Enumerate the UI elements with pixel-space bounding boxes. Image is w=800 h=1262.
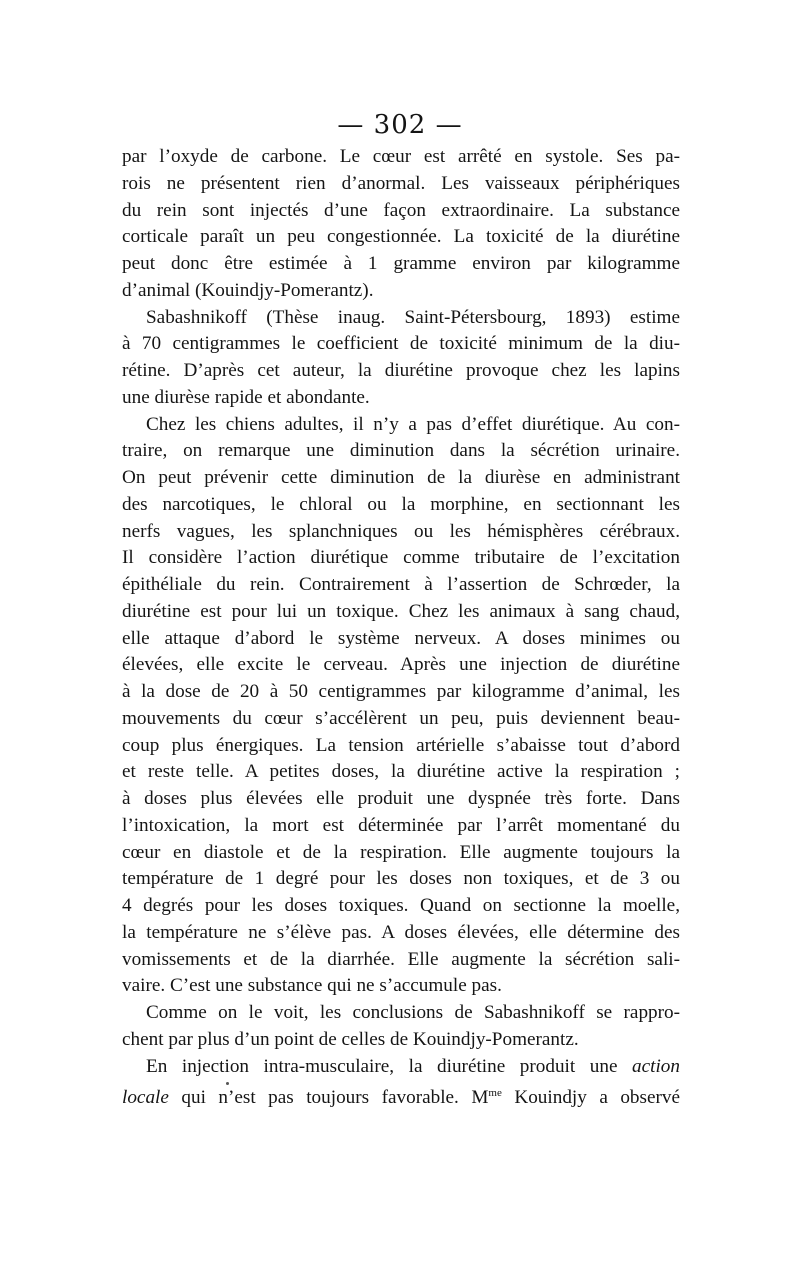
text-segment: qui n’est pas toujours favorable. M — [168, 1087, 489, 1109]
text-line: rois ne présentent rien d’anormal. Les vaisseaux périphériques — [122, 172, 680, 194]
text-line: l’intoxication, la mort est déterminée par l’arrêt momentané du — [122, 814, 680, 836]
superscript-text: me — [488, 1087, 502, 1100]
ink-speck — [226, 1082, 229, 1085]
text-line — [122, 1080, 680, 1107]
text-line: du rein sont injectés d’une façon extraordinaire. La substance — [122, 199, 680, 221]
text-line: Sabashnikoff (Thèse inaug. Saint-Pétersbourg, 1893) estime — [146, 306, 680, 328]
text-line: elle attaque d’abord le système nerveux. A doses minimes ou — [122, 627, 680, 649]
text-line: peut donc être estimée à 1 gramme environ par kilogramme — [122, 253, 680, 274]
text-line: diurétine est pour lui un toxique. Chez les animaux à sang chaud, — [122, 600, 680, 622]
italic-text: locale — [122, 1087, 169, 1109]
text-line: cœur en diastole et de la respiration. Elle augmente toujours la — [122, 841, 680, 863]
text-line: température de 1 degré pour les doses non toxiques, et de 3 ou — [122, 868, 680, 890]
text-line: chent par plus d’un point de celles de Kouindjy-Pomerantz. — [122, 1028, 579, 1050]
body-text — [122, 144, 680, 1107]
text-segment: En injection intra-musculaire, la diurétine produit une — [146, 1055, 633, 1077]
text-line: des narcotiques, le chloral ou la morphine, en sectionnant les — [122, 493, 680, 515]
text-line — [122, 1054, 680, 1081]
text-line: coup plus énergiques. La tension artérielle s’abaisse tout d’abord — [122, 734, 680, 756]
text-line: épithéliale du rein. Contrairement à l’assertion de Schrœder, la — [122, 574, 680, 595]
text-line: vaire. C’est une substance qui ne s’accumule pas. — [122, 975, 502, 997]
text-line: à doses plus élevées elle produit une dyspnée très forte. Dans — [122, 788, 680, 809]
page-number: — 302 — — [337, 110, 463, 140]
text-line: par l’oxyde de carbone. Le cœur est arrêté en systole. Ses pa- — [122, 146, 680, 167]
text-line: rétine. D’après cet auteur, la diurétine provoque chez les lapins — [122, 360, 680, 381]
text-segment: Kouindjy a observé — [501, 1087, 680, 1109]
text-line: à 70 centigrammes le coefficient de toxicité minimum de la diu- — [122, 333, 680, 355]
text-line: Chez les chiens adultes, il n’y a pas d’effet diurétique. Au con- — [146, 413, 680, 435]
text-line: On peut prévenir cette diminution de la diurèse en administrant — [122, 467, 680, 488]
text-line: et reste telle. A petites doses, la diurétine active la respiration ; — [122, 761, 680, 783]
text-line: à la dose de 20 à 50 centigrammes par kilogramme d’animal, les — [122, 681, 680, 702]
text-line: 4 degrés pour les doses toxiques. Quand on sectionne la moelle, — [122, 895, 680, 916]
text-line: une diurèse rapide et abondante. — [122, 386, 370, 408]
text-line: la température ne s’élève pas. A doses élevées, elle détermine des — [122, 921, 680, 943]
text-line: traire, on remarque une diminution dans la sécrétion urinaire. — [122, 440, 680, 462]
text-line: nerfs vagues, les splanchniques ou les hémisphères cérébraux. — [122, 520, 680, 542]
text-line: corticale paraît un peu congestionnée. La toxicité de la diurétine — [122, 226, 680, 248]
italic-text: action — [632, 1055, 680, 1077]
text-line: Comme on le voit, les conclusions de Sabashnikoff se rappro- — [146, 1002, 680, 1023]
text-line: mouvements du cœur s’accélèrent un peu, puis deviennent beau- — [122, 707, 680, 729]
text-line: d’animal (Kouindjy-Pomerantz). — [122, 279, 374, 301]
text-line: élevées, elle excite le cerveau. Après une injection de diurétine — [122, 654, 680, 676]
text-line: Il considère l’action diurétique comme tributaire de l’excitation — [122, 547, 680, 569]
text-line: vomissements et de la diarrhée. Elle augmente la sécrétion sali- — [122, 948, 680, 970]
